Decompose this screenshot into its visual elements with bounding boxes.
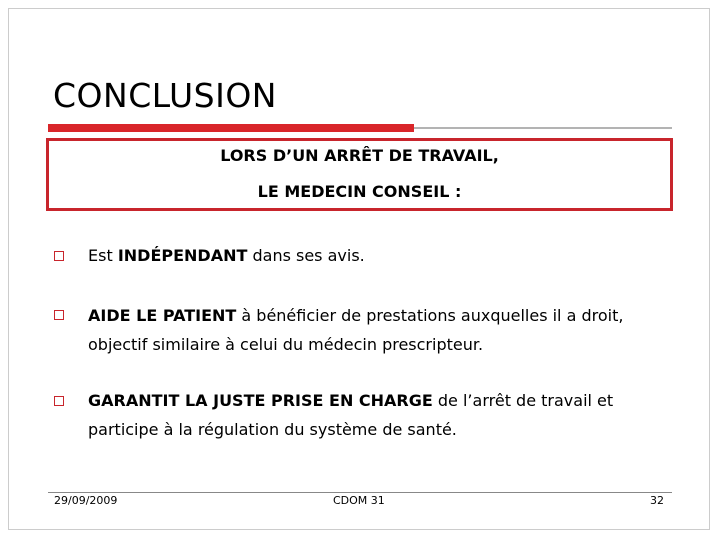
box-line-2: LE MEDECIN CONSEIL :: [257, 182, 462, 201]
bullet-1-pre: Est: [88, 246, 118, 265]
bullet-item-3: [88, 386, 678, 444]
bullet-square-icon: [54, 310, 64, 320]
bullet-3-bold: GARANTIT LA JUSTE PRISE EN CHARGE: [88, 391, 433, 410]
box-line-1: LORS D’UN ARRÊT DE TRAVAIL,: [220, 146, 499, 165]
highlight-box: [46, 138, 673, 211]
title-underline-accent: [48, 124, 414, 132]
bullet-3-rest: de l’arrêt de travail et participe à la régulation du système de santé.: [88, 391, 614, 439]
footer-date: 29/09/2009: [54, 494, 118, 507]
slide-title: CONCLUSION: [53, 76, 277, 115]
bullet-2-bold: AIDE LE PATIENT: [88, 306, 237, 325]
bullet-square-icon: [54, 251, 64, 261]
bullet-1-bold: INDÉPENDANT: [117, 246, 248, 265]
bullet-square-icon: [54, 396, 64, 406]
footer-rule: [48, 492, 672, 493]
bullet-2-rest: à bénéficier de prestations auxquelles il a droit, objectif similaire à celui du médecin prescripteur.: [88, 306, 624, 354]
footer-center: CDOM 31: [333, 494, 385, 507]
bullet-1-rest: dans ses avis.: [247, 246, 365, 265]
bullet-item-1: [88, 241, 678, 270]
footer-page-number: 32: [650, 494, 664, 507]
bullet-item-2: [88, 301, 678, 359]
title-underline-gray: [414, 127, 672, 129]
